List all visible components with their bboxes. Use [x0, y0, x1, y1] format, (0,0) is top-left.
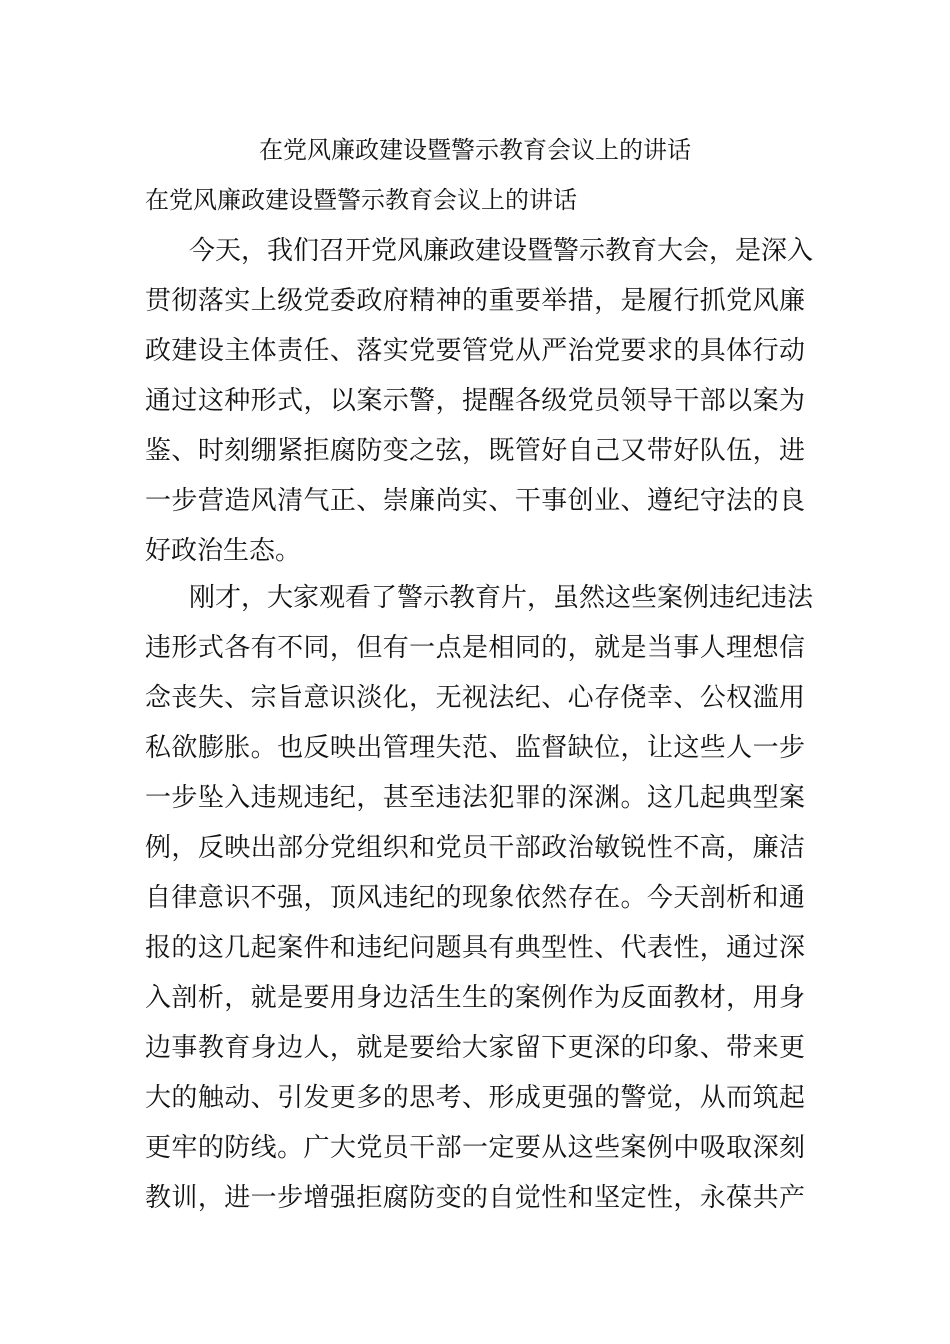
paragraph-line: 报的这几起案件和违纪问题具有典型性、代表性，通过深: [145, 933, 805, 963]
paragraph-line: 政建设主体责任、落实党要管党从严治党要求的具体行动: [145, 336, 805, 366]
paragraph-2: [145, 579, 814, 1229]
paragraph-line: 入剖析，就是要用身边活生生的案例作为反面教材，用身: [145, 983, 805, 1013]
paragraph-line: 贯彻落实上级党委政府精神的重要举措，是履行抓党风廉: [145, 286, 805, 316]
paragraph-line: 念丧失、宗旨意识淡化，无视法纪、心存侥幸、公权滥用: [145, 683, 805, 713]
paragraph-line: 好政治生态。: [145, 536, 302, 566]
paragraph-1: [145, 232, 814, 582]
paragraph-line: 违形式各有不同，但有一点是相同的，就是当事人理想信: [145, 633, 805, 663]
paragraph-line: 例，反映出部分党组织和党员干部政治敏锐性不高，廉洁: [145, 833, 805, 863]
paragraph-line: 刚才，大家观看了警示教育片，虽然这些案例违纪违法: [189, 583, 814, 613]
document-title: 在党风廉政建设暨警示教育会议上的讲话: [259, 136, 691, 164]
paragraph-line: 通过这种形式，以案示警，提醒各级党员领导干部以案为: [145, 386, 805, 416]
paragraph-line: 自律意识不强，顶风违纪的现象依然存在。今天剖析和通: [145, 883, 805, 913]
paragraph-line: 一步营造风清气正、崇廉尚实、干事创业、遵纪守法的良: [145, 486, 805, 516]
paragraph-line: 私欲膨胀。也反映出管理失范、监督缺位，让这些人一步: [145, 733, 805, 763]
document-subtitle: 在党风廉政建设暨警示教育会议上的讲话: [145, 186, 577, 214]
paragraph-line: 更牢的防线。广大党员干部一定要从这些案例中吸取深刻: [145, 1133, 805, 1163]
paragraph-line: 教训，进一步增强拒腐防变的自觉性和坚定性，永葆共产: [145, 1183, 805, 1213]
paragraph-line: 边事教育身边人，就是要给大家留下更深的印象、带来更: [145, 1033, 805, 1063]
paragraph-line: 今天，我们召开党风廉政建设暨警示教育大会，是深入: [189, 236, 814, 266]
paragraph-line: 鉴、时刻绷紧拒腐防变之弦，既管好自己又带好队伍，进: [145, 436, 805, 466]
paragraph-line: 大的触动、引发更多的思考、形成更强的警觉，从而筑起: [145, 1083, 805, 1113]
paragraph-line: 一步坠入违规违纪，甚至违法犯罪的深渊。这几起典型案: [145, 783, 805, 813]
